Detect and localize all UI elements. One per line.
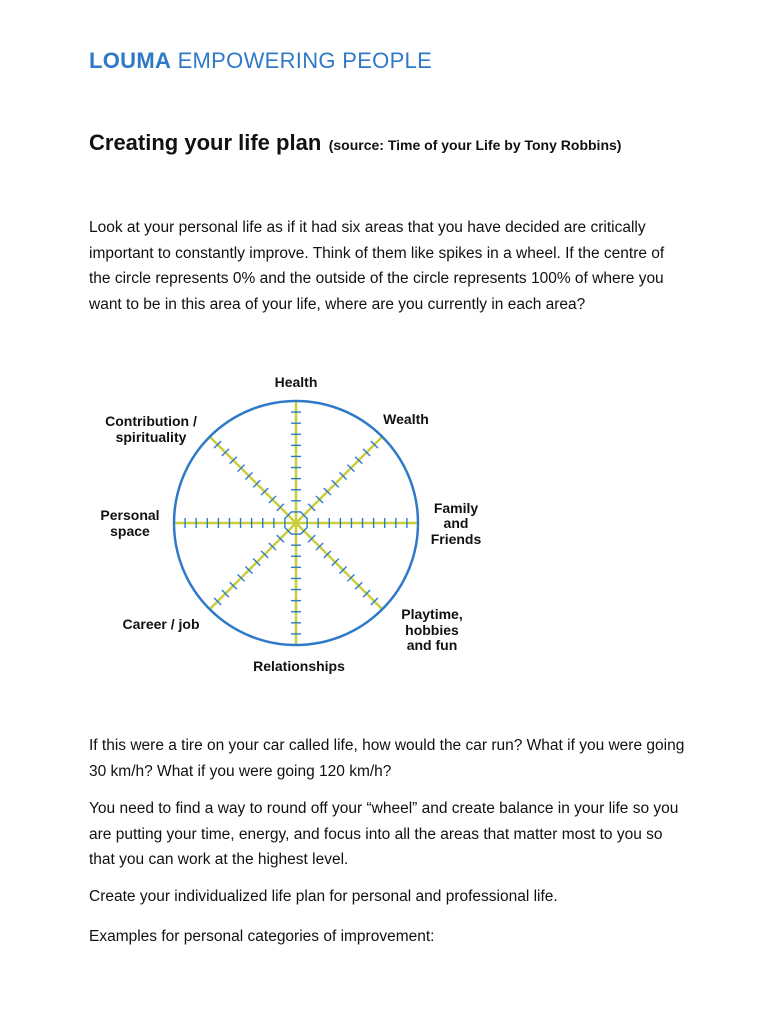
- label-personal-1: Personal: [100, 507, 160, 523]
- spoke-1: [296, 437, 382, 523]
- paragraph-tire: If this were a tire on your car called life, how would the car run? What if you were going 30 km/h? What if you were going 120 km/h?: [89, 737, 685, 780]
- spoke-5: [210, 523, 296, 609]
- life-wheel-diagram: [88, 365, 508, 685]
- label-playtime-1: Playtime,: [401, 606, 463, 622]
- label-playtime-2: hobbies: [405, 622, 459, 638]
- title-text: Creating your life plan: [89, 130, 322, 155]
- title-source: (source: Time of your Life by Tony Robbins): [328, 137, 622, 153]
- label-family-2: and: [443, 515, 469, 531]
- brand-tagline: EMPOWERING PEOPLE: [177, 48, 433, 73]
- brand-header: [89, 48, 432, 74]
- label-career: Career / job: [122, 616, 200, 632]
- page-title: [89, 130, 621, 156]
- intro-paragraph: Look at your personal life as if it had six areas that you have decided are critically important to constantly improve. Think of them like spikes in a wheel. If the centre of the circle represents 0% and the outside of the circle represents 100% of where you want to be in this area of your life, where are you currently in each area?: [89, 219, 665, 313]
- spoke-3: [296, 523, 382, 609]
- label-relationships: Relationships: [253, 658, 345, 674]
- brand-name: LOUMA: [89, 48, 172, 73]
- paragraph-balance: You need to find a way to round off your “wheel” and create balance in your life so you are putting your time, energy, and focus into all the areas that matter most to you so that you can work at the highest level.: [89, 800, 679, 868]
- label-contribution-1: Contribution /: [105, 413, 197, 429]
- label-wealth: Wealth: [383, 411, 429, 427]
- label-health: Health: [274, 374, 318, 390]
- paragraph-examples: Examples for personal categories of improvement:: [89, 928, 435, 945]
- label-personal-2: space: [110, 523, 150, 539]
- label-family-3: Friends: [430, 531, 482, 547]
- label-contribution-2: spirituality: [115, 429, 187, 445]
- label-playtime-3: and fun: [406, 637, 458, 653]
- label-family-1: Family: [433, 500, 479, 516]
- spoke-7: [210, 437, 296, 523]
- paragraph-create-plan: Create your individualized life plan for personal and professional life.: [89, 888, 558, 905]
